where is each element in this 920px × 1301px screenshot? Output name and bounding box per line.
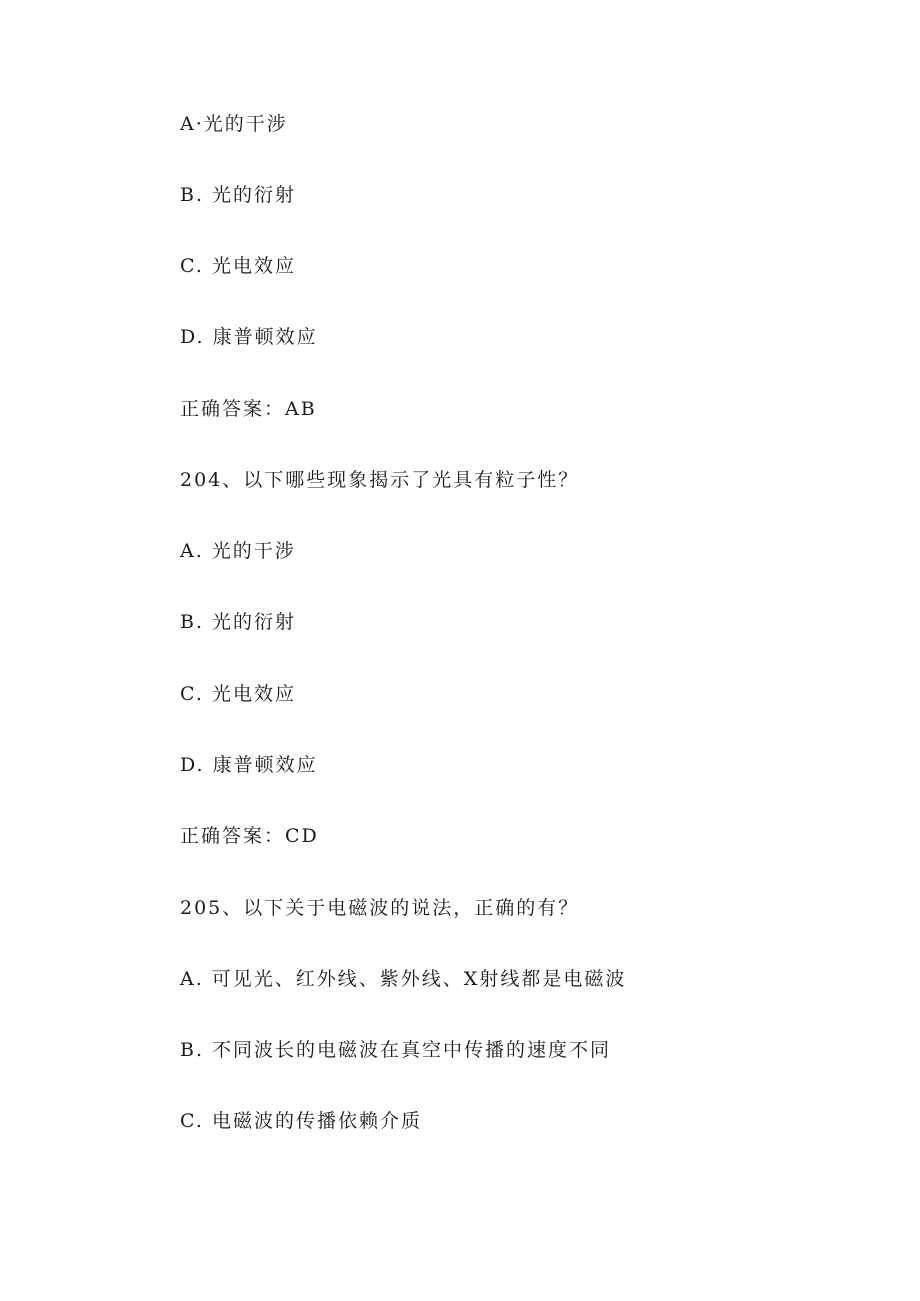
q205-option-b: B. 不同波长的电磁波在真空中传播的速度不同 [180, 1039, 612, 1061]
answer-line: 正确答案：AB [180, 398, 317, 420]
option-c-line: C. 光电效应 [180, 255, 296, 277]
q204-option-a: A. 光的干涉 [180, 540, 296, 562]
q204-option-d: D. 康普顿效应 [180, 754, 318, 776]
q205-option-a: A. 可见光、红外线、紫外线、X射线都是电磁波 [180, 968, 627, 990]
q204-option-c: C. 光电效应 [180, 683, 296, 705]
q204-option-b: B. 光的衍射 [180, 611, 297, 633]
option-d-line: D. 康普顿效应 [180, 326, 318, 348]
question-204: 204、以下哪些现象揭示了光具有粒子性？ [180, 469, 580, 491]
option-a-line: A·光的干涉 [180, 113, 288, 135]
q204-answer: 正确答案：CD [180, 825, 319, 847]
question-205: 205、以下关于电磁波的说法，正确的有？ [180, 897, 580, 919]
q205-option-c: C. 电磁波的传播依赖介质 [180, 1110, 422, 1132]
option-b-line: B. 光的衍射 [180, 184, 297, 206]
